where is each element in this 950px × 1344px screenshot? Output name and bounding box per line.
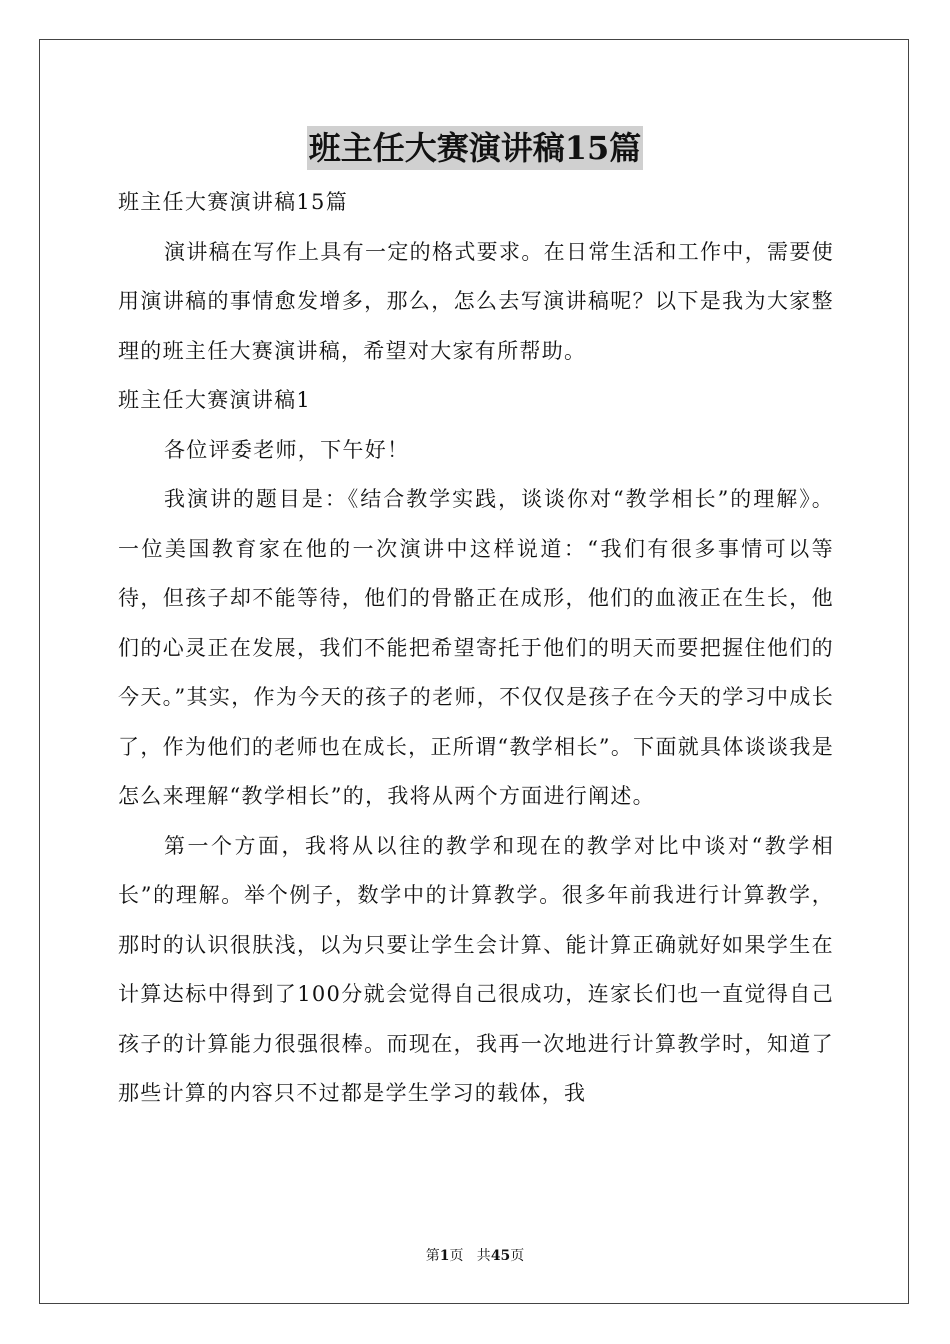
footer-page-current: 1	[439, 1248, 450, 1264]
footer-page-suffix: 页	[510, 1248, 525, 1264]
page-footer	[0, 1246, 950, 1266]
greeting-paragraph: 各位评委老师，下午好！	[164, 437, 410, 462]
footer-page-mid: 页 共	[449, 1248, 491, 1264]
footer-page-prefix: 第	[425, 1248, 440, 1264]
document-title: 班主任大赛演讲稿15篇	[307, 126, 644, 170]
intro-paragraph: 演讲稿在写作上具有一定的格式要求。在日常生活和工作中，需要使用演讲稿的事情愈发增多，那么，怎么去写演讲稿呢？以下是我为大家整理的班主任大赛演讲稿，希望对大家有所帮助。	[118, 239, 834, 363]
section-heading: 班主任大赛演讲稿1	[118, 388, 312, 412]
document-body	[118, 178, 834, 1119]
title-wrap	[0, 126, 950, 170]
subtitle-line: 班主任大赛演讲稿15篇	[118, 190, 349, 214]
body-paragraph: 第一个方面，我将从以往的教学和现在的教学对比中谈对“教学相长”的理解。举个例子，数学中的计算教学。很多年前我进行计算教学，那时的认识很肤浅，以为只要让学生会计算、能计算正确就好如果学生在计算达标中得到了100分就会觉得自己很成功，连家长们也一直觉得自己孩子的计算能力很强很棒。而现在，我再一次地进行计算教学时，知道了那些计算的内容只不过都是学生学习的载体，我	[118, 833, 834, 1105]
footer-page-total: 45	[490, 1248, 511, 1264]
body-paragraph: 我演讲的题目是：《结合教学实践，谈谈你对“教学相长”的理解》。一位美国教育家在他的一次演讲中这样说道：“我们有很多事情可以等待，但孩子却不能等待，他们的骨骼正在成形，他们的血液正在生长，他们的心灵正在发展，我们不能把希望寄托于他们的明天而要把握住他们的今天。”其实，作为今天的孩子的老师，不仅仅是孩子在今天的学习中成长了，作为他们的老师也在成长，正所谓“教学相长”。下面就具体谈谈我是怎么来理解“教学相长”的，我将从两个方面进行阐述。	[118, 487, 834, 808]
